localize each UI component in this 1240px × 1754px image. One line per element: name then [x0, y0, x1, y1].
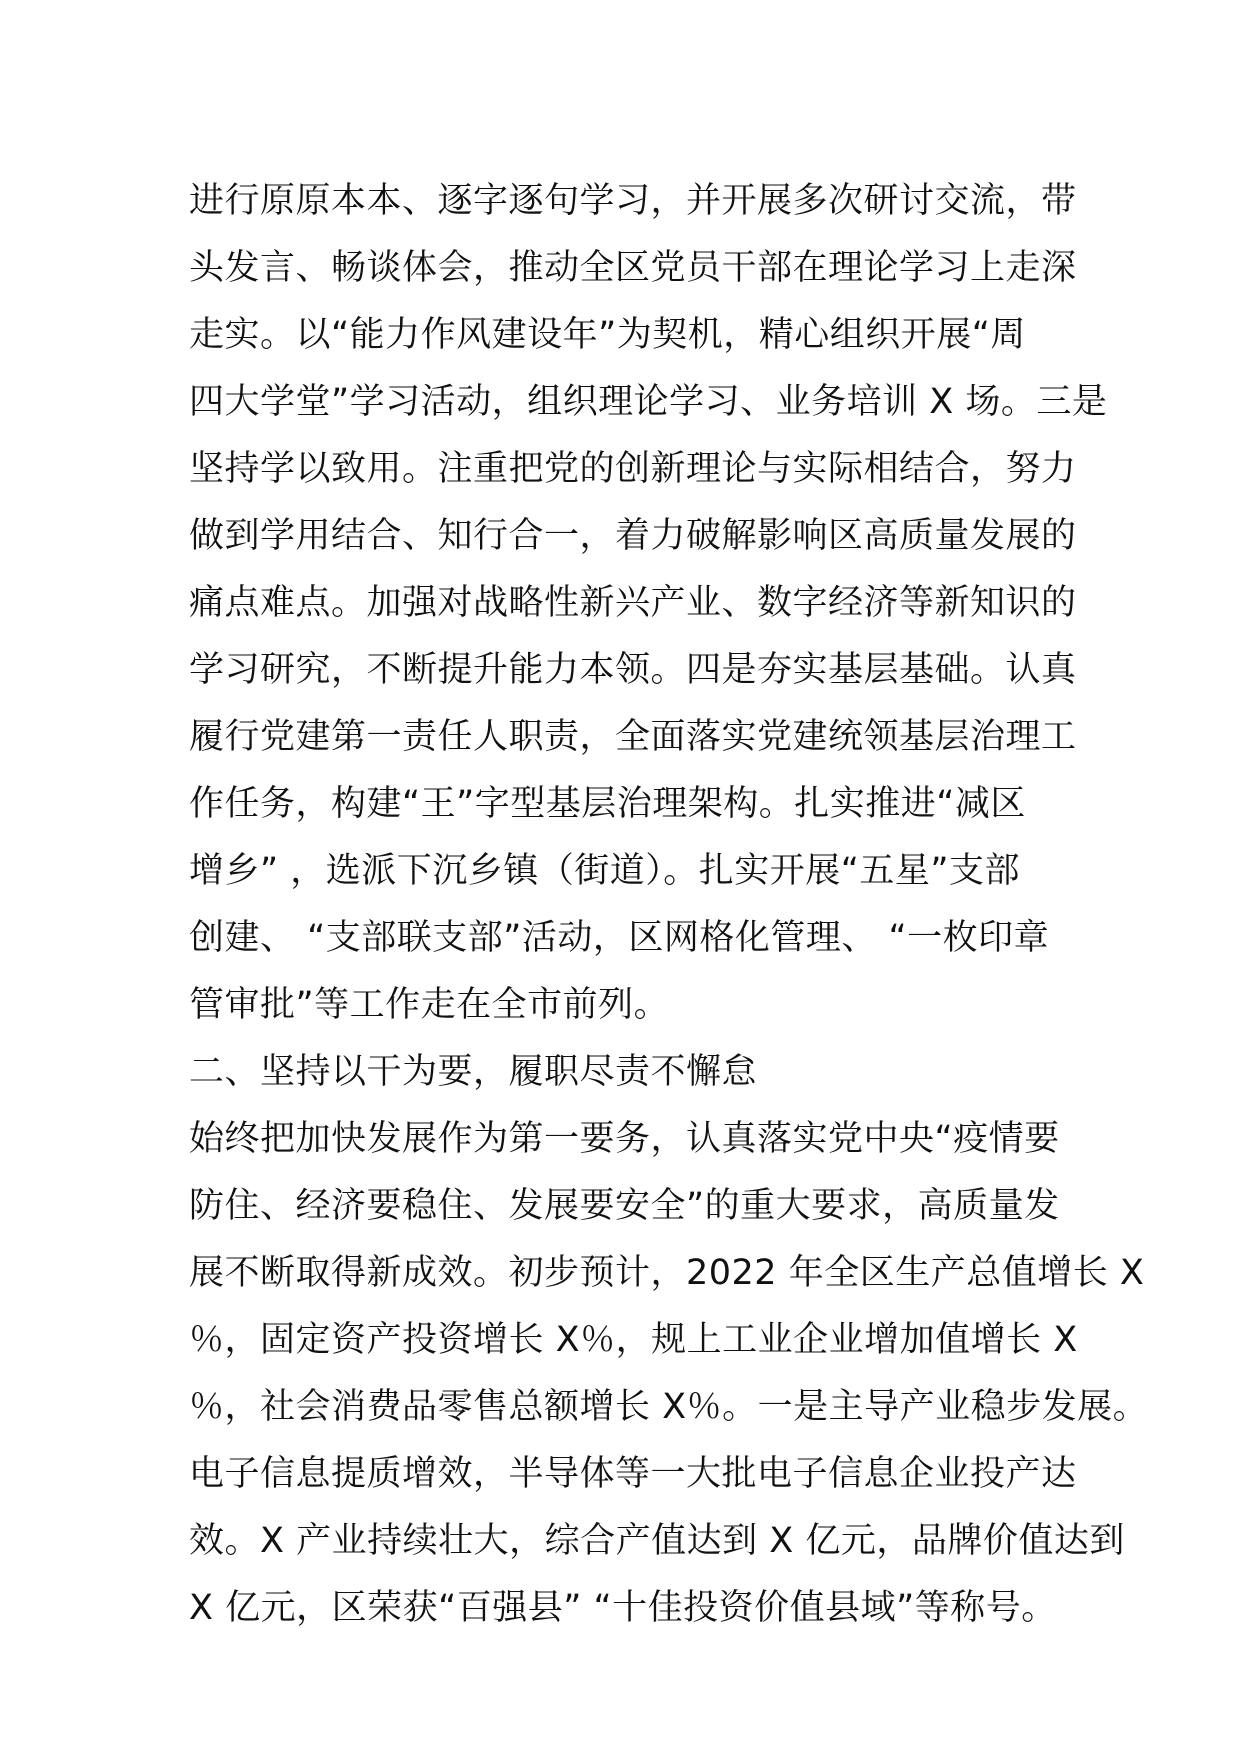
paragraph-line: 始终把加快发展作为第一要务，认真落实党中央“疫情要	[189, 1119, 1060, 1159]
paragraph-line: 头发言、畅谈体会，推动全区党员干部在理论学习上走深	[189, 248, 1077, 288]
paragraph-line: 展不断取得新成效。初步预计，2022 年全区生产总值增长 X	[189, 1253, 1145, 1293]
paragraph-line: 痛点难点。加强对战略性新兴产业、数字经济等新知识的	[189, 583, 1077, 623]
paragraph-line: 增乡” ，选派下沉乡镇（街道）。扎实开展“五星”支部	[189, 851, 1021, 891]
document-body	[189, 168, 1149, 1642]
paragraph-line: 进行原原本本、逐字逐句学习，并开展多次研讨交流，带	[189, 181, 1077, 221]
paragraph-line: 创建、 “支部联支部”活动，区网格化管理、 “一枚印章	[189, 918, 1050, 958]
paragraph-line: 做到学用结合、知行合一，着力破解影响区高质量发展的	[189, 516, 1077, 556]
section-heading: 二、坚持以干为要，履职尽责不懈怠	[189, 1052, 758, 1092]
paragraph-line: 四大学堂”学习活动，组织理论学习、业务培训 X 场。三是	[189, 382, 1108, 422]
paragraph-line: 走实。以“能力作风建设年”为契机，精心组织开展“周	[189, 315, 1026, 355]
paragraph-line: 管审批”等工作走在全市前列。	[189, 985, 670, 1025]
paragraph-line: ％，固定资产投资增长 X％，规上工业企业增加值增长 X	[189, 1320, 1078, 1360]
paragraph-line: 坚持学以致用。注重把党的创新理论与实际相结合，努力	[189, 449, 1077, 489]
paragraph-line: X 亿元，区荣获“百强县” “十佳投资价值县域”等称号。	[189, 1588, 1057, 1628]
paragraph-line: 效。X 产业持续壮大，综合产值达到 X 亿元，品牌价值达到	[189, 1521, 1125, 1561]
paragraph-line: 电子信息提质增效，半导体等一大批电子信息企业投产达	[189, 1454, 1077, 1494]
paragraph-line: 履行党建第一责任人职责，全面落实党建统领基层治理工	[189, 717, 1077, 757]
paragraph-line: 防住、经济要稳住、发展要安全”的重大要求，高质量发	[189, 1186, 1060, 1226]
paragraph-line: 作任务，构建“王”字型基层治理架构。扎实推进“减区	[189, 784, 1026, 824]
paragraph-line: ％，社会消费品零售总额增长 X％。一是主导产业稳步发展。	[189, 1387, 1149, 1427]
paragraph-line: 学习研究，不断提升能力本领。四是夯实基层基础。认真	[189, 650, 1077, 690]
